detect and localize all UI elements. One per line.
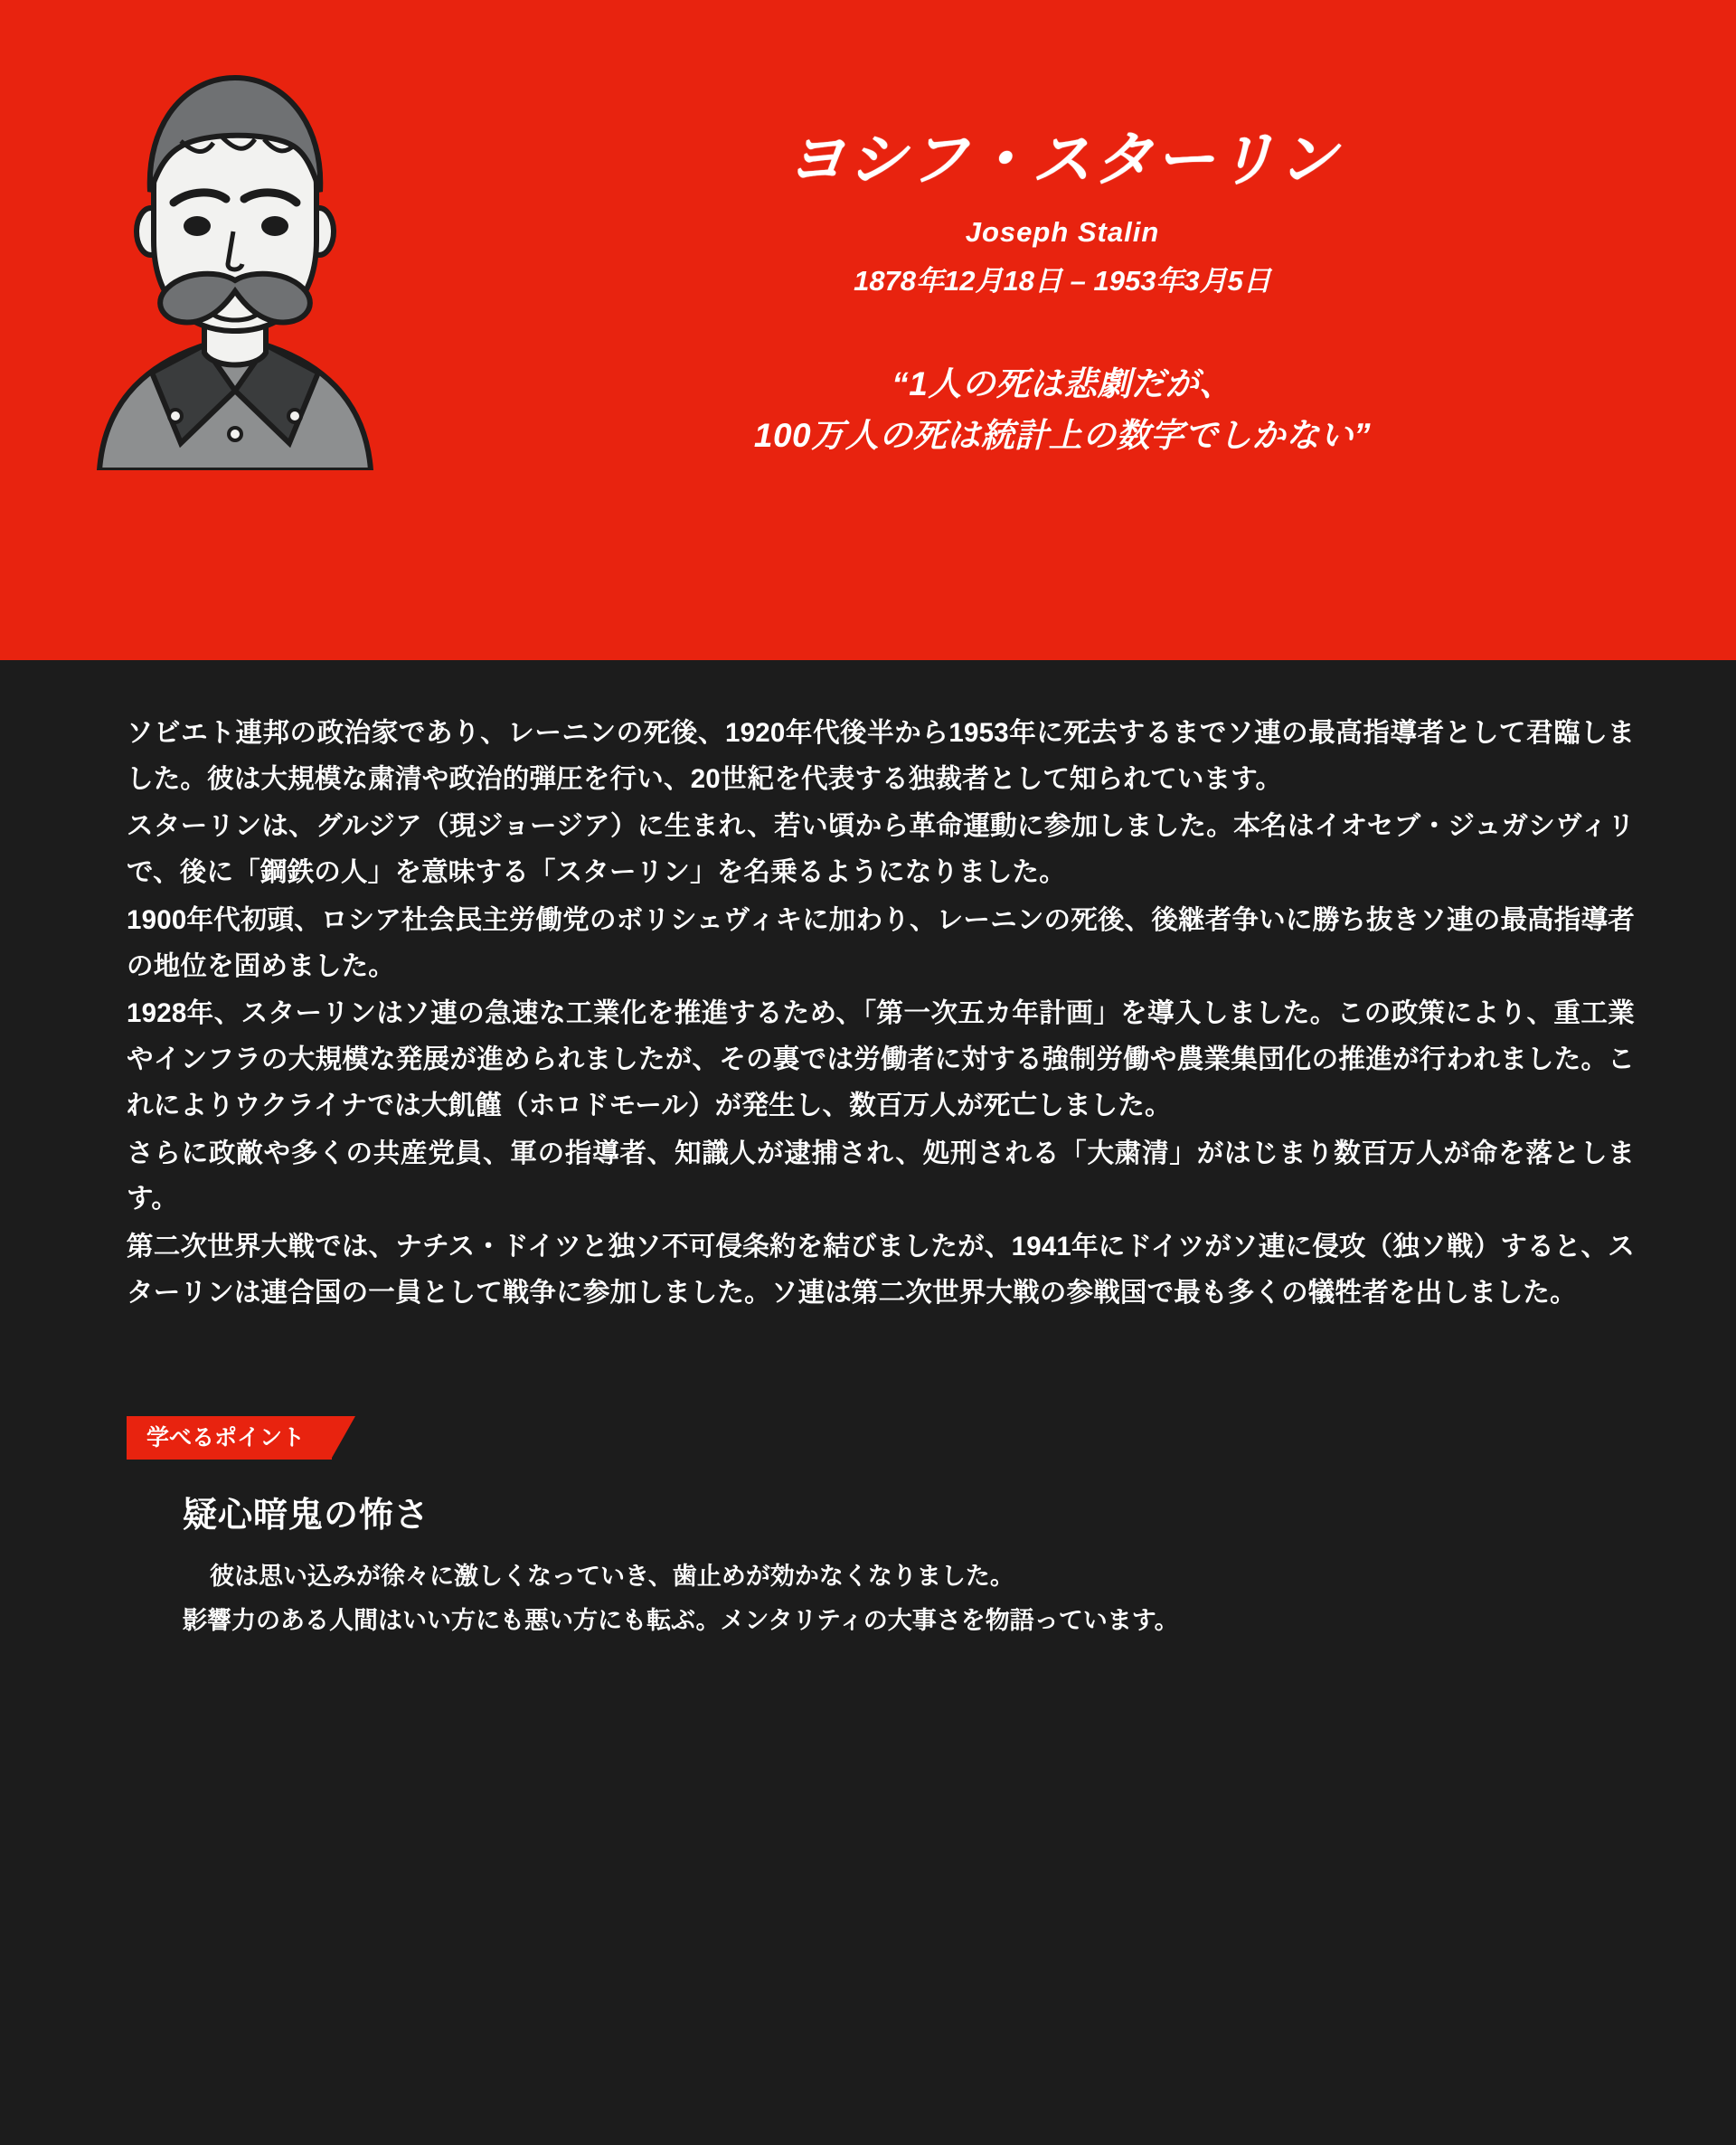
- paragraph: 第二次世界大戦では、ナチス・ドイツと独ソ不可侵条約を結びましたが、1941年にドイツがソ連に侵攻（独ソ戦）すると、スターリンは連合国の一員として戦争に参加しました。ソ連は第二次世界大戦の参戦国で最も多くの犠牲者を出しました。: [127, 1232, 1635, 1308]
- quote-line-2: 100万人の死は統計上の数字でしかない”: [753, 416, 1372, 454]
- learning-point-line-2: 影響力のある人間はいい方にも悪い方にも転ぶ。メンタリティの大事さを物語っています。: [183, 1607, 1179, 1635]
- stalin-portrait-illustration: [45, 54, 425, 470]
- learning-point-badge: 学べるポイント: [127, 1416, 332, 1460]
- paragraph: 1928年、スターリンはソ連の急速な工業化を推進するため、「第一次五カ年計画」を導入しました。この政策により、重工業やインフラの大規模な発展が進められましたが、その裏では労働者に対する強制労働や農業集団化の推進が行われました。これによりウクライナでは大飢饉（ホロドモール）が発生し、数百万人が死亡しました。: [127, 998, 1635, 1120]
- hero-banner: [0, 0, 1736, 660]
- learning-point-title: 疑心暗鬼の怖さ: [183, 1496, 430, 1535]
- lifespan: 1878年12月18日 – 1953年3月5日: [854, 264, 1271, 297]
- biography-content: [0, 660, 1736, 1317]
- paragraph: さらに政敵や多くの共産党員、軍の指導者、知識人が逮捕され、処刑される「大粛清」がはじまり数百万人が命を落とします。: [127, 1138, 1635, 1214]
- hero-text-block: [470, 0, 1736, 461]
- bottom-spacer: [0, 1642, 1736, 1751]
- paragraph: スターリンは、グルジア（現ジョージア）に生まれ、若い頃から革命運動に参加しました。本名はイオセブ・ジュガシヴィリで、後に「鋼鉄の人」を意味する「スターリン」を名乗るようになりました。: [127, 811, 1635, 888]
- learning-point-section: [0, 1416, 1736, 1643]
- learning-point-line-1: 彼は思い込みが徐々に激しくなっていき、歯止めが効かなくなりました。: [210, 1562, 1014, 1590]
- paragraph: ソビエト連邦の政治家であり、レーニンの死後、1920年代後半から1953年に死去するまでソ連の最高指導者として君臨しました。彼は大規模な粛清や政治的弾圧を行い、20世紀を代表する独裁者として知られています。: [127, 718, 1635, 794]
- portrait-container: [0, 0, 470, 470]
- ribbon-wrapper: [127, 1416, 1635, 1463]
- paragraph: 1900年代初頭、ロシア社会民主労働党のボリシェヴィキに加わり、レーニンの死後、後継者争いに勝ち抜きソ連の最高指導者の地位を固めました。: [127, 904, 1635, 981]
- quote-line-1: “1人の死は悲劇だが、: [892, 364, 1233, 402]
- name-english: Joseph Stalin: [965, 215, 1160, 248]
- page-title: ヨシフ・スターリン: [786, 126, 1339, 193]
